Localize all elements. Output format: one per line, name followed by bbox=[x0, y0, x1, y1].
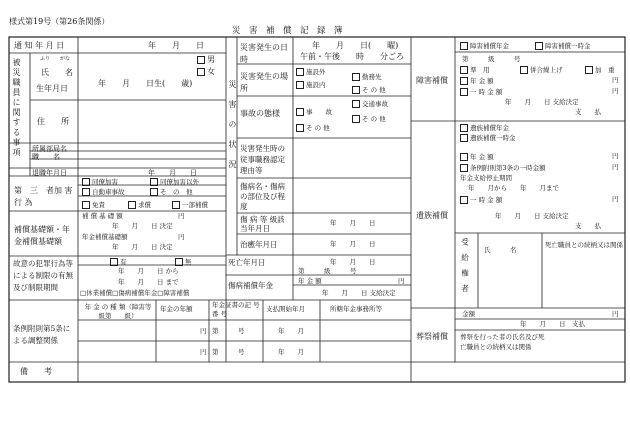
retire-label: 退職年月日 bbox=[32, 169, 67, 177]
address-label: 住 所 bbox=[37, 117, 69, 126]
injury-label: 傷病名・傷病の部位及び程度 bbox=[240, 182, 285, 211]
crime-limit-label: 故意の犯罪行為等による制限の有無及び制限期間 bbox=[13, 259, 73, 292]
fund-office-label: 所轄年金事務所等 bbox=[330, 305, 382, 313]
remarks-label: 備 考 bbox=[20, 367, 52, 376]
disability-label: 障害補償 bbox=[416, 76, 448, 85]
funeral-executor-label: 葬祭を行った者の氏名及び死亡職員との続柄又は関係 bbox=[460, 333, 545, 351]
stop-types: □休業補償□傷病補償年金□障害補償 bbox=[80, 289, 190, 297]
opt-non-colleague[interactable]: 同僚加害以外 bbox=[150, 178, 199, 186]
mode-other[interactable]: そ の 他 bbox=[296, 124, 330, 132]
pension-type-label: 年 金 の 種 類（障害等級第 級） bbox=[84, 303, 152, 320]
disaster-status-label: 災害の状況 bbox=[228, 80, 237, 180]
opt-other[interactable]: そ の 他 bbox=[150, 188, 193, 196]
d-lump-amount[interactable]: 一 時 金 額 bbox=[460, 88, 502, 96]
notify-date-label: 通 知 年 月 日 bbox=[14, 41, 65, 50]
cure-date-label: 治癒年月日 bbox=[240, 240, 278, 249]
crime-no[interactable]: 無 bbox=[175, 258, 192, 266]
b-suppl-amount[interactable]: 条例附則第3条の一時金額 bbox=[460, 164, 546, 172]
sex-male-option[interactable]: 男 bbox=[197, 56, 215, 64]
grade-date-label: 傷 病 等 級該当年月日 bbox=[240, 215, 285, 233]
place-workplace[interactable]: 勤務先 bbox=[352, 73, 382, 81]
b-lump-amount[interactable]: 一 時 金 額 bbox=[460, 196, 502, 204]
pension-amount-label: 年金の年額 bbox=[160, 305, 193, 313]
adjustment-label: 条例附則第5条による調整関係 bbox=[13, 324, 71, 345]
occur-date-label: 災害発生の日 時 bbox=[240, 43, 304, 64]
mode-accident[interactable]: 事 故 bbox=[296, 108, 332, 116]
d-merge-option[interactable]: 併合繰上げ bbox=[520, 66, 563, 74]
dept-label: 所属部局名 bbox=[32, 145, 67, 153]
opt-partial[interactable]: 一部補償 bbox=[172, 201, 208, 209]
start-label: 支払開始年月 bbox=[266, 305, 305, 313]
d-pension-amount[interactable]: 年 金 額 bbox=[460, 77, 494, 85]
death-date-label: 死亡年月日 bbox=[228, 258, 266, 267]
name-label: 氏 名 bbox=[41, 68, 73, 77]
crime-yes[interactable]: 有 bbox=[110, 258, 127, 266]
place-other[interactable]: そ の 他 bbox=[352, 86, 386, 94]
furigana-label: ふり がな bbox=[40, 56, 71, 62]
recipient-label: 受給権者 bbox=[460, 238, 470, 300]
birth-value: 年 月 日生( 歳) bbox=[98, 79, 193, 88]
mode-accident-other[interactable]: そ の 他 bbox=[352, 115, 386, 123]
birth-label: 生年月日 bbox=[36, 84, 68, 93]
b-pension-amount[interactable]: 年 金 額 bbox=[460, 153, 494, 161]
d-apply-option[interactable]: 準 用 bbox=[460, 66, 490, 74]
checkbox-icon bbox=[197, 56, 205, 64]
post-label: 職 名 bbox=[32, 153, 60, 161]
duty-label: 災害発生時の従事職務認定理由等 bbox=[240, 144, 285, 175]
base1-label: 補 償 基 礎 額 bbox=[82, 212, 123, 220]
third-party-label: 第 三 者加 害 行 為 bbox=[14, 186, 73, 207]
injured-section-label: 被災職員に関する事項 bbox=[12, 58, 21, 158]
d-pension-option[interactable]: 障害補償年金 bbox=[460, 42, 509, 50]
injury-pension-label: 傷病補償年金 bbox=[228, 281, 273, 290]
opt-exempt[interactable]: 免責 bbox=[82, 201, 105, 209]
page-title: 災 害 補 償 記 録 簿 bbox=[232, 26, 343, 36]
mode-traffic[interactable]: 交通事故 bbox=[352, 100, 388, 108]
bereaved-label: 遺族補償 bbox=[416, 211, 448, 220]
accident-mode-label: 事故の態様 bbox=[240, 109, 280, 118]
form-number: 様式第19号（第26条関係） bbox=[9, 17, 110, 26]
funeral-label: 葬祭補償 bbox=[416, 332, 448, 341]
d-add-option[interactable]: 加 重 bbox=[585, 66, 615, 74]
checkbox-icon bbox=[197, 68, 205, 76]
recipient-name-label: 氏 名 bbox=[484, 246, 517, 254]
place-inside[interactable]: 施設内 bbox=[296, 81, 326, 89]
b-lump-option[interactable]: 遺族補償一時金 bbox=[460, 134, 516, 142]
occur-place-label: 災害発生の場 所 bbox=[240, 72, 304, 93]
relation-label: 死亡職員との続柄又は関係 bbox=[545, 241, 623, 249]
b-pension-option[interactable]: 遺族補償年金 bbox=[460, 124, 509, 132]
d-lump-option[interactable]: 障害補償一時金 bbox=[535, 42, 591, 50]
notify-date-value: 年 月 日 bbox=[148, 41, 204, 50]
opt-recourse[interactable]: 求償 bbox=[128, 201, 151, 209]
base-amount-label: 補償基礎額・年金補償基礎額 bbox=[14, 225, 70, 246]
retire-value: 年 月 日 bbox=[148, 169, 197, 177]
cert-label: 年金証書の記 号 番 号 bbox=[212, 301, 260, 318]
place-outside[interactable]: 施設外 bbox=[296, 68, 326, 76]
opt-colleague[interactable]: 同僚加害 bbox=[82, 178, 118, 186]
sex-female-option[interactable]: 女 bbox=[197, 68, 215, 76]
opt-car[interactable]: 自動車事故 bbox=[82, 188, 125, 196]
base2-label: 年金補償基礎額 bbox=[82, 233, 128, 241]
